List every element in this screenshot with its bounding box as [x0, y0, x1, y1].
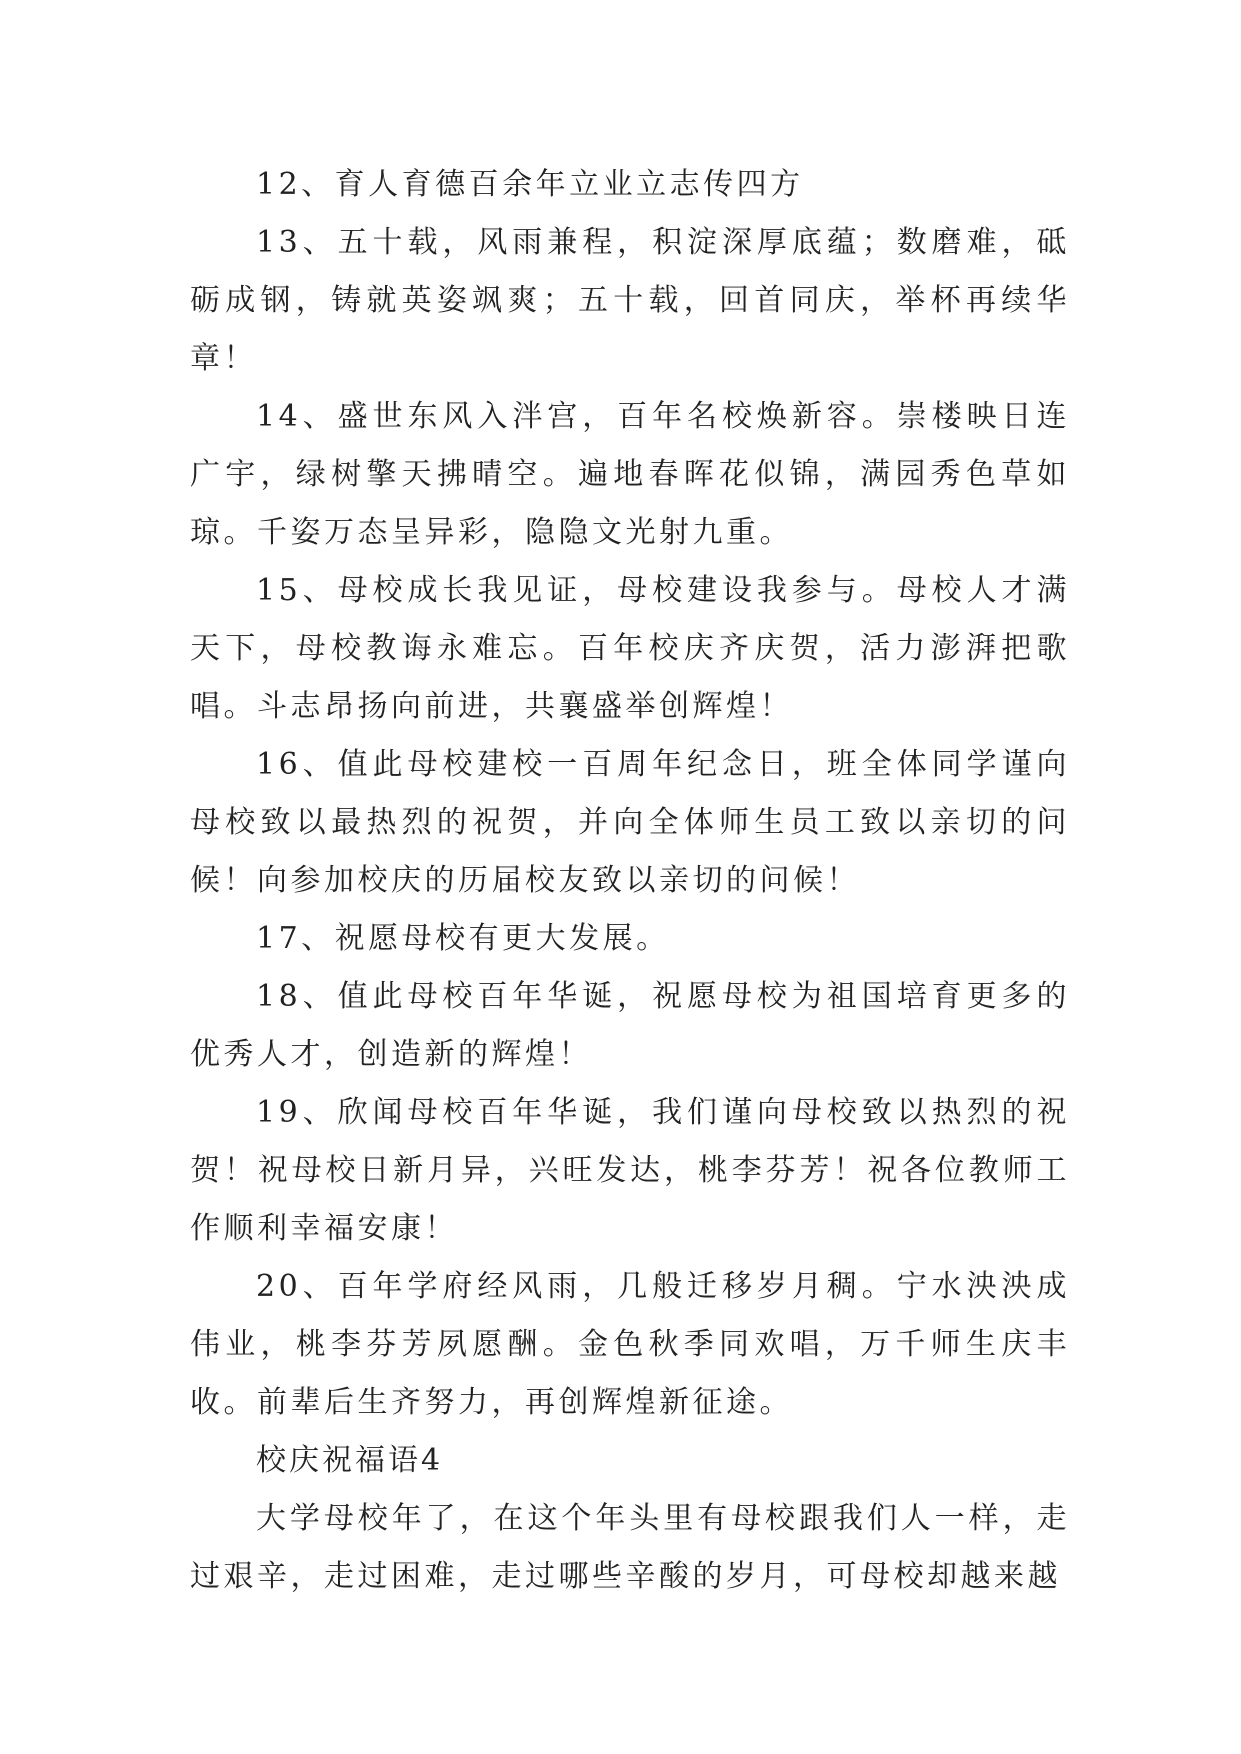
paragraph-15: 15、母校成长我见证，母校建设我参与。母校人才满天下，母校教诲永难忘。百年校庆齐庆贺，活力澎湃把歌唱。斗志昂扬向前进，共襄盛举创辉煌！ [190, 573, 1070, 724]
paragraph-19: 19、欣闻母校百年华诞，我们谨向母校致以热烈的祝贺！祝母校日新月异，兴旺发达，桃李芬芳！祝各位教师工作顺利幸福安康！ [190, 1095, 1070, 1246]
closing-paragraph: 大学母校年了，在这个年头里有母校跟我们人一样，走过艰辛，走过困难，走过哪些辛酸的岁月，可母校却越来越 [190, 1501, 1070, 1594]
paragraph-12: 12、育人育德百余年立业立志传四方 [256, 167, 804, 202]
paragraph-18: 18、值此母校百年华诞，祝愿母校为祖国培育更多的优秀人才，创造新的辉煌！ [190, 979, 1070, 1072]
document-body [190, 156, 1070, 1606]
paragraph-14: 14、盛世东风入泮宫，百年名校焕新容。崇楼映日连广宇，绿树擎天拂晴空。遍地春晖花似锦，满园秀色草如琼。千姿万态呈异彩，隐隐文光射九重。 [190, 399, 1070, 550]
paragraph-20: 20、百年学府经风雨，几般迁移岁月稠。宁水泱泱成伟业，桃李芬芳夙愿酬。金色秋季同欢唱，万千师生庆丰收。前辈后生齐努力，再创辉煌新征途。 [190, 1269, 1070, 1420]
paragraph-16: 16、值此母校建校一百周年纪念日，班全体同学谨向母校致以最热烈的祝贺，并向全体师生员工致以亲切的问候！向参加校庆的历届校友致以亲切的问候！ [190, 747, 1070, 898]
section-heading: 校庆祝福语4 [256, 1443, 444, 1478]
paragraph-17: 17、祝愿母校有更大发展。 [256, 921, 670, 956]
paragraph-13: 13、五十载，风雨兼程，积淀深厚底蕴；数磨难，砥砺成钢，铸就英姿飒爽；五十载，回首同庆，举杯再续华章！ [190, 225, 1070, 376]
